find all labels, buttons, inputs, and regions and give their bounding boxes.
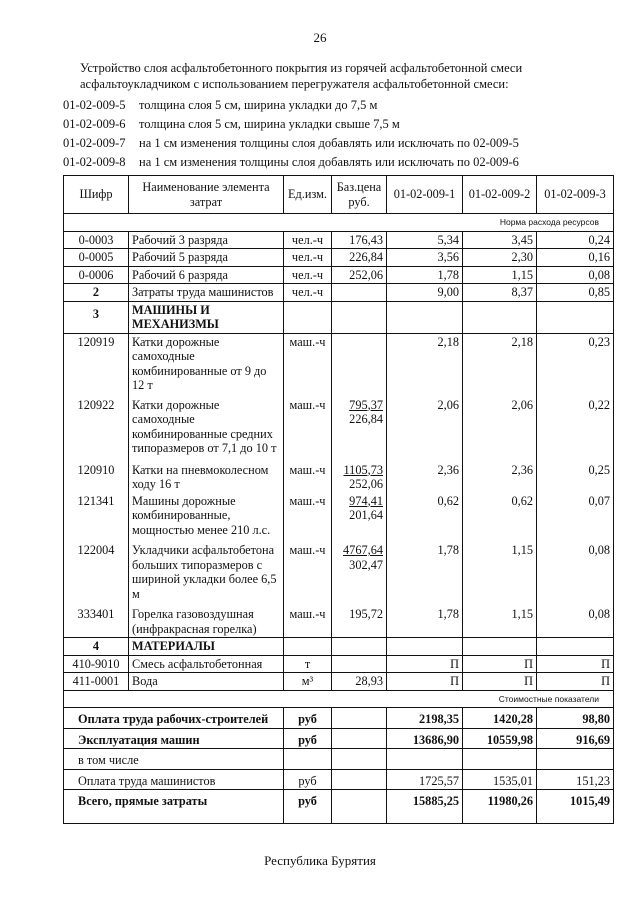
table-row [64, 249, 614, 267]
row-price2: 252,06 [349, 477, 383, 491]
row-v2: 2,06 [463, 394, 537, 457]
row-v3: 0,22 [537, 394, 614, 457]
section-row [64, 284, 614, 302]
row-price: 1105,73 [343, 462, 383, 477]
cost-unit: руб [284, 708, 332, 729]
table-row [64, 333, 614, 394]
table-header-row [64, 176, 614, 214]
row-unit: т [284, 655, 332, 673]
norm-label: Норма расхода ресурсов [64, 214, 614, 232]
row-v1: 3,56 [387, 249, 463, 267]
cost-v1: 1725,57 [387, 769, 463, 790]
section-code: 4 [64, 638, 129, 656]
row-name: Машины дорожные комбинированные, мощностью менее 210 л.с. [129, 493, 284, 539]
norm-item [63, 96, 519, 115]
row-price [332, 655, 387, 673]
row-name: Катки дорожные самоходные комбинированные от 9 до 12 т [129, 333, 284, 394]
cost-name: Всего, прямые затраты [64, 790, 284, 824]
section-row [64, 638, 614, 656]
row-code: 120922 [64, 394, 129, 457]
row-name: Катки на пневмоколесном ходу 16 т [129, 457, 284, 493]
row-v2: 1,15 [463, 266, 537, 284]
norm-item [63, 115, 519, 134]
norm-item [63, 134, 519, 153]
row-v3: 0,08 [537, 538, 614, 602]
header-col2: 01-02-009-2 [463, 176, 537, 214]
section-row [64, 301, 614, 333]
cost-v3: 151,23 [537, 769, 614, 790]
row-price: 795,37 [349, 397, 383, 412]
cost-label: Стоимостные показатели [64, 690, 614, 708]
row-v1: 5,34 [387, 231, 463, 249]
row-code: 120919 [64, 333, 129, 394]
norm-text: на 1 см изменения толщины слоя добавлять или исключать по 02-009-6 [139, 155, 519, 169]
row-code: 410-9010 [64, 655, 129, 673]
row-v2: 2,30 [463, 249, 537, 267]
row-v2: 2,36 [463, 457, 537, 493]
cost-v1: 2198,35 [387, 708, 463, 729]
row-v1: П [387, 655, 463, 673]
norm-item [63, 153, 519, 172]
row-v2: 1,15 [463, 602, 537, 638]
norm-code: 01-02-009-5 [63, 98, 126, 112]
row-price2: 201,64 [349, 508, 383, 522]
cost-label-row [64, 690, 614, 708]
row-v2: 3,45 [463, 231, 537, 249]
row-name: Рабочий 6 разряда [129, 266, 284, 284]
row-code: 0-0006 [64, 266, 129, 284]
cost-v2: 1535,01 [463, 769, 537, 790]
table-row [64, 673, 614, 691]
footer-region: Республика Бурятия [264, 853, 376, 868]
cost-unit: руб [284, 728, 332, 749]
row-name: Укладчики асфальтобетона больших типоразмеров с шириной укладки более 6,5 м [129, 538, 284, 602]
row-price: 974,41 [349, 493, 383, 508]
cost-v3: 916,69 [537, 728, 614, 749]
row-v2: 0,62 [463, 493, 537, 539]
cost-v2: 11980,26 [463, 790, 537, 824]
row-v1: 1,78 [387, 602, 463, 638]
cost-name: Эксплуатация машин [64, 728, 284, 749]
row-price: 195,72 [332, 602, 387, 638]
section-v3: 0,85 [537, 284, 614, 302]
header-col1: 01-02-009-1 [387, 176, 463, 214]
row-v3: 0,08 [537, 602, 614, 638]
row-code: 120910 [64, 457, 129, 493]
cost-v1: 15885,25 [387, 790, 463, 824]
row-unit: чел.-ч [284, 249, 332, 267]
cost-v2: 1420,28 [463, 708, 537, 729]
cost-row [64, 728, 614, 749]
row-code: 0-0005 [64, 249, 129, 267]
row-v1: П [387, 673, 463, 691]
row-v1: 1,78 [387, 266, 463, 284]
cost-unit: руб [284, 769, 332, 790]
row-code: 121341 [64, 493, 129, 539]
row-v1: 2,06 [387, 394, 463, 457]
row-name: Катки дорожные самоходные комбинированные средних типоразмеров от 7,1 до 10 т [129, 394, 284, 457]
row-unit: маш.-ч [284, 333, 332, 394]
table-row [64, 394, 614, 457]
row-v3: П [537, 655, 614, 673]
row-price: 252,06 [332, 266, 387, 284]
cost-unit: руб [284, 790, 332, 824]
section-code: 3 [64, 301, 129, 333]
row-price2: 226,84 [349, 412, 383, 426]
table-row [64, 493, 614, 539]
row-v2: 2,18 [463, 333, 537, 394]
row-v2: П [463, 673, 537, 691]
resource-table [63, 175, 614, 824]
table-row [64, 457, 614, 493]
cost-name: в том числе [64, 749, 284, 770]
row-v1: 0,62 [387, 493, 463, 539]
cost-name: Оплата труда машинистов [64, 769, 284, 790]
row-price: 4767,64 [343, 543, 383, 557]
header-code: Шифр [64, 176, 129, 214]
row-name: Рабочий 3 разряда [129, 231, 284, 249]
row-unit: маш.-ч [284, 602, 332, 638]
table-row [64, 538, 614, 602]
row-v3: 0,23 [537, 333, 614, 394]
section-name: Затраты труда машинистов [129, 284, 284, 302]
row-code: 411-0001 [64, 673, 129, 691]
row-code: 333401 [64, 602, 129, 638]
intro-text: Устройство слоя асфальтобетонного покрытия из горячей асфальтобетонной смеси асфальтоукладчиком с использованием перегружателя асфальтобетонной смеси: [80, 61, 523, 91]
row-unit: чел.-ч [284, 231, 332, 249]
cost-row [64, 769, 614, 790]
cost-v1: 13686,90 [387, 728, 463, 749]
table-row [64, 231, 614, 249]
row-price: 28,93 [332, 673, 387, 691]
row-v1: 1,78 [387, 538, 463, 602]
row-unit: чел.-ч [284, 266, 332, 284]
norm-text: толщина слоя 5 см, ширина укладки до 7,5 м [139, 98, 378, 112]
norm-text: на 1 см изменения толщины слоя добавлять или исключать по 02-009-5 [139, 136, 519, 150]
row-price: 176,43 [332, 231, 387, 249]
header-price: Баз.цена руб. [332, 176, 387, 214]
table-row [64, 602, 614, 638]
cost-name: Оплата труда рабочих-строителей [64, 708, 284, 729]
row-unit: м³ [284, 673, 332, 691]
norm-text: толщина слоя 5 см, ширина укладки свыше 7,5 м [139, 117, 400, 131]
cost-row [64, 749, 614, 770]
page-number: 26 [313, 30, 327, 45]
norm-code: 01-02-009-6 [63, 117, 126, 131]
row-price: 226,84 [332, 249, 387, 267]
norms-list [63, 96, 519, 172]
row-v3: П [537, 673, 614, 691]
section-v2: 8,37 [463, 284, 537, 302]
row-v2: 1,15 [463, 538, 537, 602]
cost-row [64, 790, 614, 824]
row-v3: 0,25 [537, 457, 614, 493]
norm-code: 01-02-009-7 [63, 136, 126, 150]
row-price2: 302,47 [349, 557, 383, 572]
row-unit: маш.-ч [284, 457, 332, 493]
cost-row [64, 708, 614, 729]
row-code: 122004 [64, 538, 129, 602]
row-v3: 0,16 [537, 249, 614, 267]
table-row [64, 266, 614, 284]
section-name: МАТЕРИАЛЫ [129, 638, 284, 656]
norm-label-row [64, 214, 614, 232]
cost-v3: 1015,49 [537, 790, 614, 824]
row-code: 0-0003 [64, 231, 129, 249]
section-unit: чел.-ч [284, 284, 332, 302]
row-v1: 2,18 [387, 333, 463, 394]
row-v1: 2,36 [387, 457, 463, 493]
section-v1: 9,00 [387, 284, 463, 302]
table-row [64, 655, 614, 673]
header-name: Наименование элемента затрат [129, 176, 284, 214]
row-v3: 0,24 [537, 231, 614, 249]
row-name: Вода [129, 673, 284, 691]
cost-v2: 10559,98 [463, 728, 537, 749]
section-code: 2 [64, 284, 129, 302]
row-name: Рабочий 5 разряда [129, 249, 284, 267]
cost-v3: 98,80 [537, 708, 614, 729]
row-v2: П [463, 655, 537, 673]
section-name: МАШИНЫ И МЕХАНИЗМЫ [129, 301, 284, 333]
row-unit: маш.-ч [284, 493, 332, 539]
row-unit: маш.-ч [284, 538, 332, 602]
row-v3: 0,07 [537, 493, 614, 539]
row-name: Горелка газовоздушная (инфракрасная горелка) [129, 602, 284, 638]
row-name: Смесь асфальтобетонная [129, 655, 284, 673]
row-unit: маш.-ч [284, 394, 332, 457]
norm-code: 01-02-009-8 [63, 155, 126, 169]
header-unit: Ед.изм. [284, 176, 332, 214]
header-col3: 01-02-009-3 [537, 176, 614, 214]
row-v3: 0,08 [537, 266, 614, 284]
